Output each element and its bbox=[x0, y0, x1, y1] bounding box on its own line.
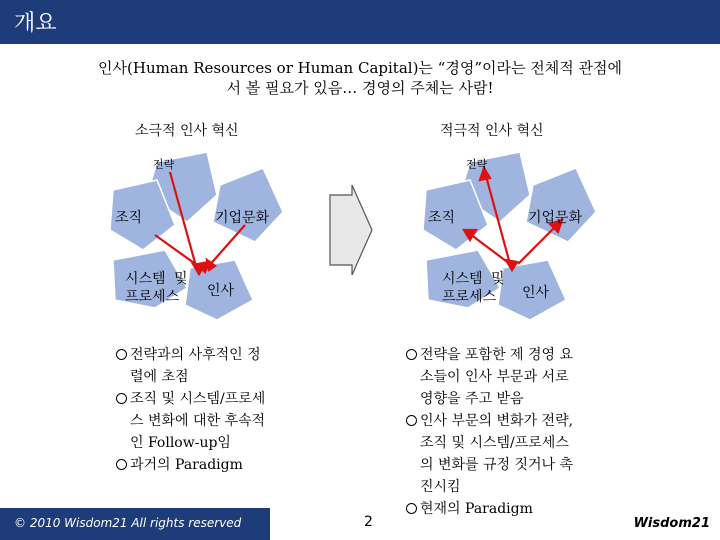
bullet-ring-icon bbox=[116, 459, 127, 470]
left-diagram bbox=[105, 140, 335, 340]
label-hr: 인사 bbox=[522, 285, 550, 301]
right-diagram-svg bbox=[418, 140, 648, 340]
footer bbox=[0, 508, 720, 540]
label-system-1: 시스템 및 bbox=[125, 271, 188, 287]
bullet-ring-icon bbox=[406, 349, 417, 360]
transition-arrow bbox=[328, 185, 374, 275]
bullet-ring-icon bbox=[116, 349, 127, 360]
bullet-ring-icon bbox=[116, 393, 127, 404]
bullet-ring-icon bbox=[406, 415, 417, 426]
label-org: 조직 bbox=[115, 210, 143, 226]
right-heading: 적극적 인사 혁신 bbox=[440, 123, 544, 139]
subtitle bbox=[30, 58, 690, 98]
label-hr: 인사 bbox=[207, 283, 235, 299]
left-diagram-svg bbox=[105, 140, 335, 340]
left-bullet-2: 조직 및 시스템/프로세 스 변화에 대한 후속적 인 Follow-up임 bbox=[116, 388, 316, 454]
right-bullet-1: 전략을 포함한 제 경영 요 소들이 인사 부문과 서로 영향을 주고 받음 bbox=[406, 344, 636, 410]
subtitle-line-2: 서 볼 필요가 있음… 경영의 주체는 사람! bbox=[226, 79, 494, 97]
copyright: © 2010 Wisdom21 All rights reserved bbox=[14, 516, 242, 530]
left-bullet-3: 과거의 Paradigm bbox=[116, 454, 316, 476]
right-bullet-3: 현재의 Paradigm bbox=[406, 498, 636, 520]
right-diagram bbox=[418, 140, 648, 340]
label-strategy: 전략 bbox=[153, 158, 175, 171]
brand-logo: Wisdom21 bbox=[633, 516, 710, 531]
left-bullet-1: 전략과의 사후적인 정 렬에 초점 bbox=[116, 344, 316, 388]
page-title: 개요 bbox=[14, 11, 57, 36]
pentagon-culture bbox=[526, 168, 596, 242]
label-org: 조직 bbox=[428, 210, 456, 226]
right-bullet-2: 인사 부문의 변화가 전략, 조직 및 시스템/프로세스 의 변화를 규정 짓거나 촉 진시킴 bbox=[406, 410, 636, 498]
label-system-1: 시스템 및 bbox=[442, 271, 505, 287]
label-system-2: 프로세스 bbox=[442, 289, 497, 305]
label-system-2: 프로세스 bbox=[125, 289, 180, 305]
right-bullets bbox=[406, 344, 636, 520]
subtitle-line-1: 인사(Human Resources or Human Capital)는 “경영”이라는 전체적 관점에 bbox=[98, 59, 622, 77]
left-heading: 소극적 인사 혁신 bbox=[135, 123, 239, 139]
left-bullets bbox=[116, 344, 316, 476]
pentagon-culture bbox=[213, 168, 283, 242]
footer-bar bbox=[0, 508, 270, 540]
title-bar bbox=[0, 0, 720, 44]
page-number: 2 bbox=[364, 514, 373, 530]
label-culture: 기업문화 bbox=[528, 210, 583, 226]
label-culture: 기업문화 bbox=[215, 210, 270, 226]
label-strategy: 전략 bbox=[466, 158, 488, 171]
